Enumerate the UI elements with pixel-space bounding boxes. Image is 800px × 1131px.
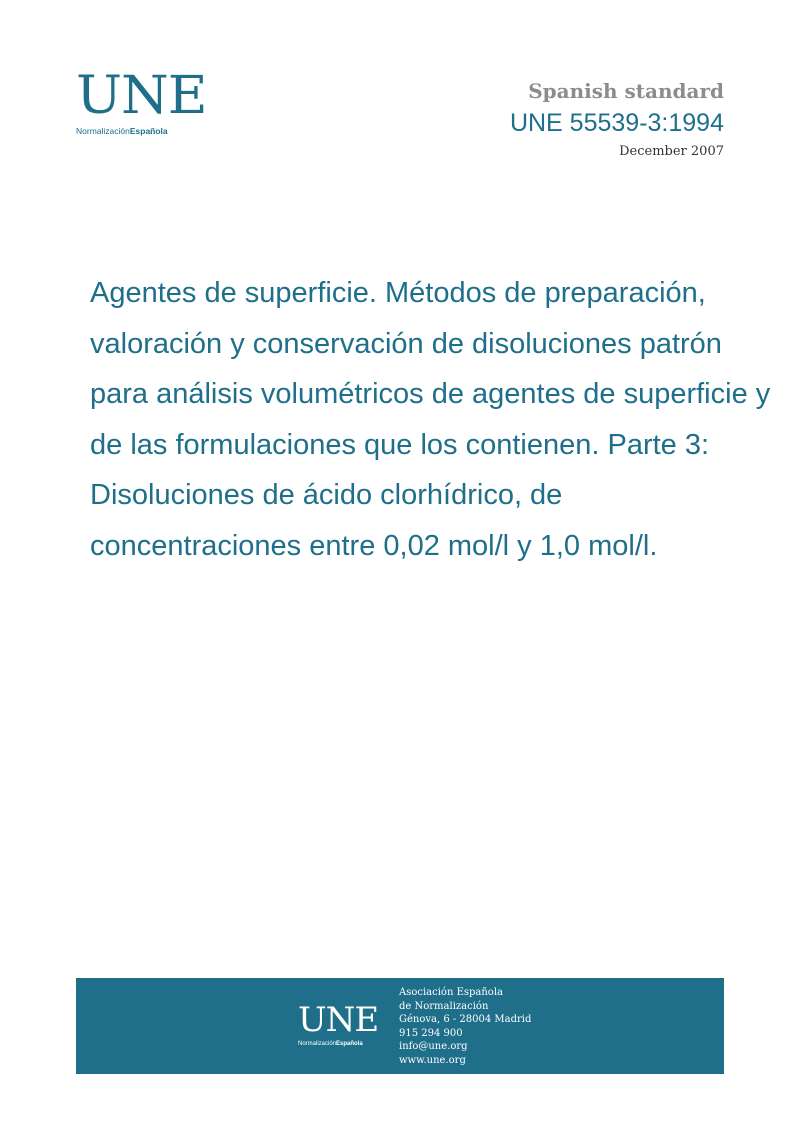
footer-website: www.une.org bbox=[399, 1054, 466, 1066]
logo-sub-normalizacion: Normalización bbox=[76, 126, 130, 136]
standard-kind: Spanish standard bbox=[528, 79, 724, 103]
footer-phone: 915 294 900 bbox=[399, 1027, 463, 1039]
footer-org-name-line1: Asociación Española bbox=[399, 987, 503, 998]
logo-subtitle bbox=[76, 126, 206, 136]
footer-logo-subtitle bbox=[298, 1041, 378, 1047]
document-title: Agentes de superficie. Métodos de preparación, valoración y conservación de disoluciones patrón para análisis volumétricos de agentes de superficie y de las formulaciones que los contienen. Parte 3: Disoluciones de ácido clorhídrico, de concentraciones entre 0,02 mol/l y 1,0 mol/l. bbox=[90, 277, 771, 562]
footer-logo-sub-normalizacion: Normalización bbox=[298, 1041, 337, 1047]
footer-org-name-line2: de Normalización bbox=[399, 1000, 489, 1012]
footer-contact-info bbox=[399, 986, 531, 1067]
une-logo bbox=[76, 66, 207, 142]
footer-logo-mark: UNE bbox=[298, 1000, 379, 1040]
logo-sub-espanola: Española bbox=[129, 126, 168, 136]
footer-logo-sub-espanola: Española bbox=[336, 1041, 363, 1047]
logo-mark: UNE bbox=[76, 66, 207, 126]
standard-date: December 2007 bbox=[619, 144, 724, 159]
footer-une-logo bbox=[298, 1000, 379, 1047]
standard-info bbox=[510, 78, 724, 161]
footer-banner bbox=[76, 978, 724, 1074]
footer-email: info@une.org bbox=[399, 1041, 468, 1052]
standard-code: UNE 55539-3:1994 bbox=[509, 109, 724, 137]
footer-address: Génova, 6 - 28004 Madrid bbox=[399, 1014, 532, 1025]
